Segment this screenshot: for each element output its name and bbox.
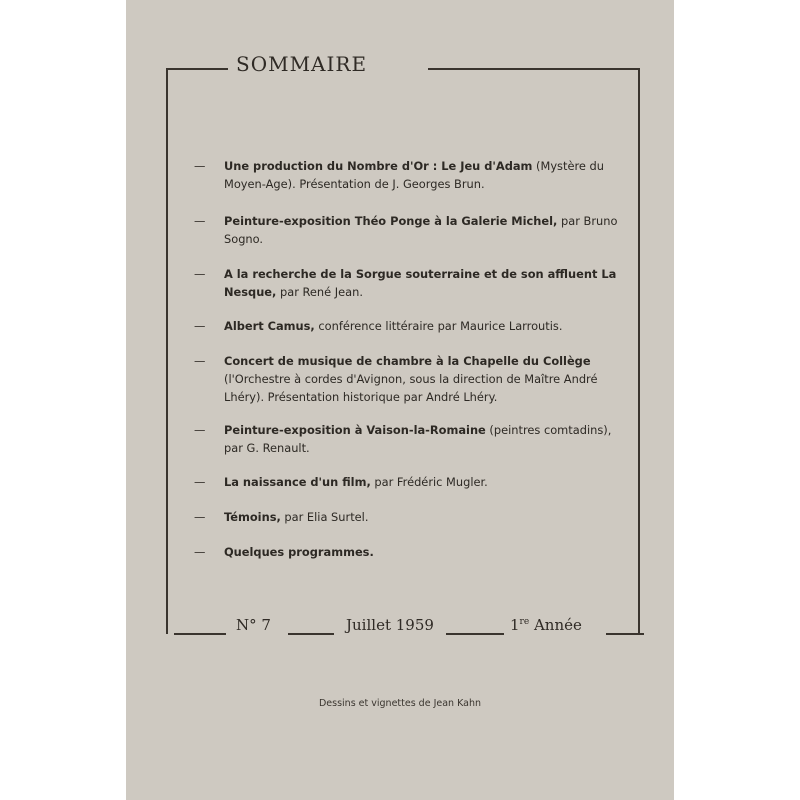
footer-rule	[606, 633, 644, 635]
issue-date: Juillet 1959	[346, 616, 434, 634]
frame-right-rule	[638, 68, 640, 634]
entry-detail: par Bruno Sogno.	[224, 214, 618, 246]
list-item: — Peinture-exposition à Vaison-la-Romaine (peintres comtadins), par G. Renault.	[194, 423, 612, 455]
list-item: — Témoins, par Elia Surtel.	[194, 510, 369, 524]
entry-title: Peinture-exposition à Vaison-la-Romaine	[224, 423, 486, 437]
frame-top-left-rule	[166, 68, 228, 70]
entry-detail: (l'Orchestre à cordes d'Avignon, sous la direction de Maître André Lhéry). Présentation historique par André Lhéry.	[224, 372, 598, 404]
entry-title: Quelques programmes.	[224, 545, 374, 559]
entry-detail: (peintres comtadins), par G. Renault.	[224, 423, 612, 455]
entry-title: Témoins,	[224, 510, 281, 524]
entry-title: La naissance d'un film,	[224, 475, 371, 489]
issue-year: 1re Année	[510, 616, 582, 634]
entry-detail: conférence littéraire par Maurice Larroutis.	[314, 319, 563, 333]
entry-title: A la recherche de la Sorgue souterraine et de son affluent La Nesque,	[224, 267, 617, 299]
entry-title: Albert Camus,	[224, 319, 315, 333]
entry-title: Une production du Nombre d'Or : Le Jeu d'Adam	[224, 159, 533, 173]
list-item: — Quelques programmes.	[194, 545, 374, 559]
entry-detail: par René Jean.	[276, 285, 363, 299]
list-item: — La naissance d'un film, par Frédéric Mugler.	[194, 475, 488, 489]
list-item: — A la recherche de la Sorgue souterraine et de son affluent La Nesque, par René Jean.	[194, 267, 617, 299]
list-item: — Une production du Nombre d'Or : Le Jeu d'Adam (Mystère du Moyen-Age). Présentation de J. Georges Brun.	[194, 159, 604, 191]
list-item: — Concert de musique de chambre à la Chapelle du Collège (l'Orchestre à cordes d'Avignon, sous la direction de Maître André Lhéry). Présentation historique par André Lhéry.	[194, 354, 598, 404]
entry-detail: par Frédéric Mugler.	[370, 475, 488, 489]
entry-detail: par Elia Surtel.	[280, 510, 369, 524]
issue-number: N° 7	[236, 616, 271, 634]
footer-rule	[288, 633, 334, 635]
issue-footer	[174, 614, 646, 638]
illustration-credit: Dessins et vignettes de Jean Kahn	[318, 698, 482, 709]
entry-title: Concert de musique de chambre à la Chapelle du Collège	[224, 354, 591, 368]
frame-left-rule	[166, 68, 168, 634]
list-item: — Peinture-exposition Théo Ponge à la Galerie Michel, par Bruno Sogno.	[194, 214, 618, 246]
frame-top-right-rule	[428, 68, 640, 70]
list-item: — Albert Camus, conférence littéraire par Maurice Larroutis.	[194, 319, 563, 333]
footer-rule	[174, 633, 226, 635]
entry-detail: (Mystère du Moyen-Age). Présentation de J. Georges Brun.	[224, 159, 604, 191]
footer-rule	[446, 633, 504, 635]
entry-title: Peinture-exposition Théo Ponge à la Galerie Michel,	[224, 214, 558, 228]
magazine-page	[126, 0, 674, 800]
page-title: SOMMAIRE	[236, 52, 368, 76]
